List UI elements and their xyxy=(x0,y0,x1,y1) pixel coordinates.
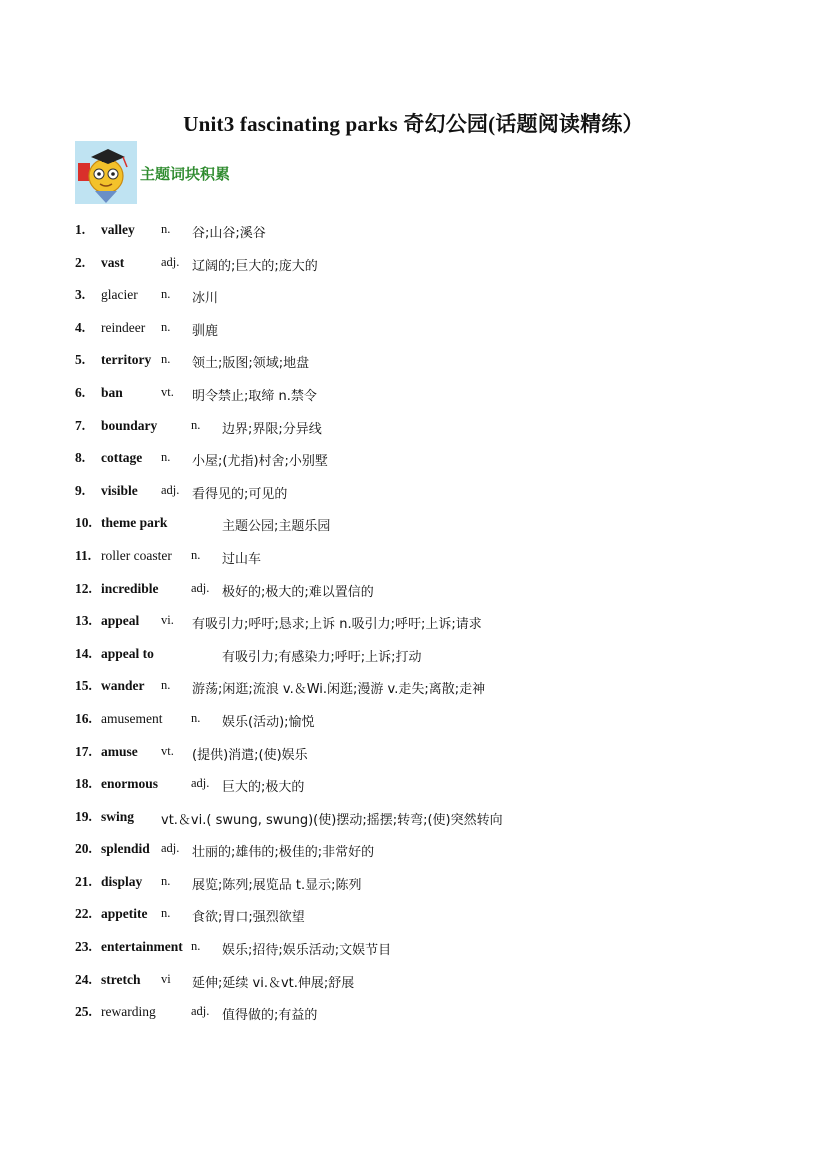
item-number: 5. xyxy=(75,352,86,368)
item-number: 1. xyxy=(75,222,86,237)
list-item xyxy=(75,776,775,809)
vocab-word: display xyxy=(101,873,143,889)
definition: 娱乐;招待;娱乐活动;文娱节目 xyxy=(222,943,392,959)
definition: 食欲;胃口;强烈欲望 xyxy=(192,910,305,926)
vocab-word: appeal xyxy=(101,613,140,629)
part-of-speech: adj. xyxy=(191,776,210,791)
item-number: 9. xyxy=(75,482,86,498)
item-number: 20. xyxy=(75,841,92,857)
list-item xyxy=(75,352,775,385)
definition: 冰川 xyxy=(192,291,219,307)
list-item xyxy=(75,809,775,842)
definition: 谷;山谷;溪谷 xyxy=(192,226,266,241)
item-number: 25. xyxy=(75,1004,92,1020)
list-item xyxy=(75,515,775,548)
part-of-speech: vt. xyxy=(161,743,174,758)
list-item xyxy=(75,450,775,483)
list-item xyxy=(75,581,775,614)
list-item xyxy=(75,972,775,1005)
part-of-speech: vt. xyxy=(161,384,174,399)
vocab-word: cottage xyxy=(101,450,143,466)
list-item xyxy=(75,385,775,418)
part-of-speech: vi xyxy=(161,971,171,986)
page-title: Unit3 fascinating parks 奇幻公园(话题阅读精练） xyxy=(183,112,644,136)
vocab-word: enormous xyxy=(101,776,158,792)
vocab-word: territory xyxy=(101,352,152,368)
definition: 明令禁止;取缔 n.禁令 xyxy=(192,388,317,404)
part-of-speech: vi. xyxy=(161,613,174,628)
item-number: 3. xyxy=(75,287,86,303)
list-item xyxy=(75,841,775,874)
item-number: 11. xyxy=(75,547,92,563)
list-item xyxy=(75,744,775,777)
item-number: 13. xyxy=(75,613,92,629)
part-of-speech: n. xyxy=(161,906,171,921)
list-item xyxy=(75,874,775,907)
list-item xyxy=(75,320,775,353)
vocab-word: entertainment xyxy=(101,939,183,955)
vocab-word: vast xyxy=(101,254,125,270)
item-number: 22. xyxy=(75,906,92,922)
definition: 值得做的;有益的 xyxy=(222,1008,318,1024)
item-number: 6. xyxy=(75,384,86,400)
part-of-speech: n. xyxy=(191,547,201,562)
definition: 主题公园;主题乐园 xyxy=(222,519,331,535)
item-number: 15. xyxy=(75,678,92,694)
part-of-speech: adj. xyxy=(161,254,180,269)
item-number: 7. xyxy=(75,417,86,433)
definition: 过山车 xyxy=(222,551,262,567)
definition: vt.＆vi.( swung, swung)(使)摆动;摇摆;转弯;(使)突然转向 xyxy=(161,812,503,828)
vocab-word: amuse xyxy=(101,743,138,759)
definition: 边界;界限;分异线 xyxy=(222,421,322,437)
part-of-speech: adj. xyxy=(161,482,180,497)
definition: 驯鹿 xyxy=(192,323,219,339)
list-item xyxy=(75,678,775,711)
definition: (提供)消遣;(使)娱乐 xyxy=(192,747,308,763)
vocab-word: reindeer xyxy=(101,319,146,335)
item-number: 17. xyxy=(75,743,92,759)
item-number: 23. xyxy=(75,939,92,955)
definition: 看得见的;可见的 xyxy=(192,486,288,502)
item-number: 21. xyxy=(75,873,92,889)
vocab-word: ban xyxy=(101,384,123,400)
vocab-word: roller coaster xyxy=(101,547,172,563)
list-item xyxy=(75,287,775,320)
vocab-word: wander xyxy=(101,678,145,694)
vocab-word: incredible xyxy=(101,580,159,596)
definition: 极好的;极大的;难以置信的 xyxy=(222,584,374,600)
vocab-word: amusement xyxy=(101,710,163,726)
list-item xyxy=(75,483,775,516)
list-item xyxy=(75,548,775,581)
vocab-word: swing xyxy=(101,808,135,824)
vocab-word: visible xyxy=(101,482,138,498)
part-of-speech: adj. xyxy=(191,580,210,595)
item-number: 16. xyxy=(75,710,92,726)
list-item xyxy=(75,711,775,744)
vocab-word: rewarding xyxy=(101,1004,156,1020)
graduate-cartoon-icon xyxy=(75,141,137,204)
definition: 小屋;(尤指)村舍;小别墅 xyxy=(192,454,328,470)
definition: 辽阔的;巨大的;庞大的 xyxy=(192,258,318,274)
section-heading: 主题词块积累 xyxy=(140,165,231,183)
definition: 壮丽的;雄伟的;极佳的;非常好的 xyxy=(192,845,375,861)
vocab-word: glacier xyxy=(101,287,138,303)
item-number: 14. xyxy=(75,645,92,661)
list-item xyxy=(75,1004,775,1037)
list-item xyxy=(75,906,775,939)
vocab-word: theme park xyxy=(101,515,168,531)
definition: 有吸引力;呼吁;恳求;上诉 n.吸引力;呼吁;上诉;请求 xyxy=(192,617,482,633)
item-number: 18. xyxy=(75,776,92,792)
item-number: 2. xyxy=(75,254,86,270)
item-number: 8. xyxy=(75,450,86,466)
vocab-word: valley xyxy=(101,222,135,237)
list-item xyxy=(75,222,775,255)
definition: 展览;陈列;展览品 t.显示;陈列 xyxy=(192,877,362,893)
vocab-word: boundary xyxy=(101,417,158,433)
vocab-word: stretch xyxy=(101,971,141,987)
definition: 娱乐(活动);愉悦 xyxy=(222,714,315,730)
part-of-speech: n. xyxy=(191,710,201,725)
definition: 有吸引力;有感染力;呼吁;上诉;打动 xyxy=(222,649,422,665)
part-of-speech: adj. xyxy=(161,841,180,856)
vocabulary-list xyxy=(75,222,775,1037)
item-number: 10. xyxy=(75,515,92,531)
list-item xyxy=(75,646,775,679)
vocab-word: splendid xyxy=(101,841,150,857)
vocab-word: appetite xyxy=(101,906,148,922)
part-of-speech: n. xyxy=(161,287,171,302)
part-of-speech: n. xyxy=(161,450,171,465)
list-item xyxy=(75,255,775,288)
list-item xyxy=(75,939,775,972)
list-item xyxy=(75,418,775,451)
part-of-speech: n. xyxy=(161,352,171,367)
part-of-speech: n. xyxy=(191,939,201,954)
vocab-word: appeal to xyxy=(101,645,154,661)
part-of-speech: adj. xyxy=(191,1004,210,1019)
part-of-speech: n. xyxy=(161,319,171,334)
definition: 领土;版图;领域;地盘 xyxy=(192,356,310,372)
definition: 游荡;闲逛;流浪 v.＆Wi.闲逛;漫游 v.走失;离散;走神 xyxy=(192,682,486,698)
part-of-speech: n. xyxy=(191,417,201,432)
item-number: 19. xyxy=(75,808,92,824)
part-of-speech: n. xyxy=(161,222,171,236)
part-of-speech: n. xyxy=(161,873,171,888)
item-number: 12. xyxy=(75,580,92,596)
item-number: 4. xyxy=(75,319,86,335)
part-of-speech: n. xyxy=(161,678,171,693)
definition: 延伸;延续 vi.＆vt.伸展;舒展 xyxy=(192,975,355,991)
item-number: 24. xyxy=(75,971,92,987)
list-item xyxy=(75,613,775,646)
definition: 巨大的;极大的 xyxy=(222,780,305,796)
